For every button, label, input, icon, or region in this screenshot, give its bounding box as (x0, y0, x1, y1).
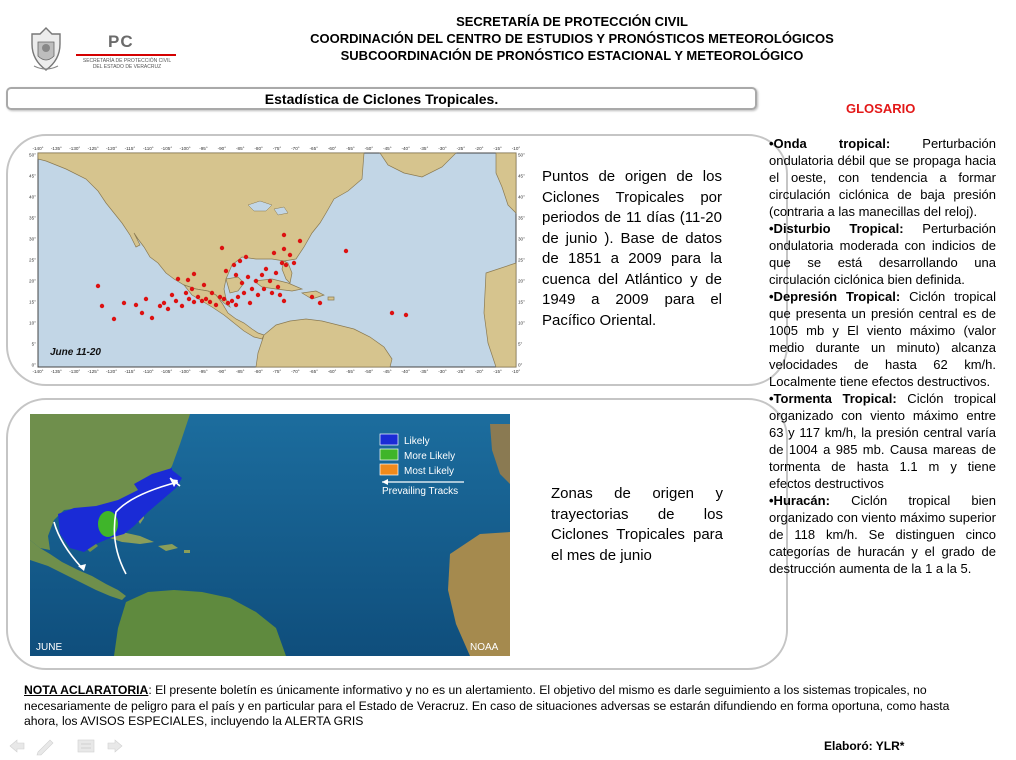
glossary-term: •Depresión Tropical: (769, 289, 901, 304)
glossary-entry (769, 288, 996, 390)
longitude-tick-label: -95° (199, 369, 208, 374)
longitude-tick-label: -55° (346, 146, 355, 151)
longitude-tick-label: -10° (511, 369, 521, 374)
glossary-term: •Disturbio Tropical: (769, 221, 904, 236)
latitude-tick-label: 40° (518, 194, 525, 200)
latitude-tick-label: 15° (29, 299, 36, 305)
latitude-tick-label: 45° (29, 173, 36, 179)
longitude-tick-label: -15° (493, 369, 502, 374)
header-org-line-3: SUBCOORDINACIÓN DE PRONÓSTICO ESTACIONAL Y METEOROLÓGICO (340, 48, 804, 63)
glossary-definition: Ciclón tropical bien organizado con viento máximo superior de 118 km/h. Se distinguen cinco categorías de huracán y el grado de destrucción aumenta de la 1 a la 5. (769, 493, 996, 576)
glossary-entry (769, 135, 996, 220)
latitude-tick-label: 45° (518, 173, 525, 179)
longitude-tick-label: -140° (32, 146, 44, 151)
glossary-entry (769, 390, 996, 492)
longitude-tick-label: -70° (291, 369, 300, 374)
longitude-tick-label: -20° (474, 146, 484, 151)
latitude-tick-label: 20° (29, 278, 36, 284)
longitude-tick-label: -65° (309, 146, 319, 151)
pc-logo-text: PC (108, 32, 134, 51)
longitude-tick-label: -80° (254, 146, 263, 151)
glossary-definition: Perturbación ondulatoria moderada con indicios de que se está desarrollando una circulación ciclónica bien definida. (769, 221, 996, 287)
longitude-tick-label: -85° (235, 146, 245, 151)
latitude-tick-label: 10° (518, 320, 525, 326)
disclaimer-label: NOTA ACLARATORIA (24, 683, 149, 697)
glossary-definition: Perturbación ondulatoria débil que se propaga hacia el oeste, con tendencia a formar circulación ciclónica de baja presión (contraria a las manecillas del reloj). (769, 136, 996, 219)
glossary-entry (769, 492, 996, 577)
longitude-tick-label: -110° (142, 369, 154, 374)
state-seal-logo (26, 26, 66, 72)
menu-icon[interactable] (78, 740, 94, 752)
longitude-tick-label: -70° (291, 146, 300, 151)
glossary-term: •Onda tropical: (769, 136, 891, 151)
longitude-tick-label: -10° (511, 146, 521, 151)
pc-logo (72, 30, 182, 72)
latitude-tick-label: 50° (29, 152, 36, 158)
slide-controls (6, 737, 126, 755)
glossary-term: •Huracán: (769, 493, 830, 508)
longitude-tick-label: -40° (401, 369, 410, 374)
longitude-tick-label: -125° (87, 369, 99, 374)
longitude-tick-label: -105° (161, 369, 173, 374)
legend-more-likely: More Likely (404, 451, 456, 462)
latitude-tick-label: 20° (518, 278, 525, 284)
longitude-tick-label: -115° (124, 146, 136, 151)
longitude-tick-label: -65° (309, 369, 319, 374)
longitude-tick-label: -95° (199, 146, 208, 151)
latitude-tick-label: 30° (518, 236, 525, 242)
longitude-tick-label: -125° (87, 146, 99, 151)
map1-period-label: June 11-20 (50, 347, 101, 358)
pc-logo-subtext-1: SECRETARÍA DE PROTECCIÓN CIVIL (82, 58, 172, 64)
longitude-tick-label: -50° (364, 146, 374, 151)
longitude-tick-label: -90° (217, 369, 227, 374)
glossary-definition: Ciclón tropical organizado con viento máximo entre 63 y 117 km/h, la presión central varía de 1004 a 985 mb. Causa mareas de tormenta de hasta 1.1 m y tiene efectos destructivos (769, 391, 996, 491)
header-org-line-2: COORDINACIÓN DEL CENTRO DE ESTUDIOS Y PRONÓSTICOS METEOROLÓGICOS (310, 31, 834, 46)
longitude-tick-label: -140° (32, 369, 44, 374)
latitude-tick-label: 35° (29, 215, 36, 221)
latitude-tick-label: 50° (518, 152, 525, 158)
longitude-tick-label: -25° (456, 369, 466, 374)
latitude-tick-label: 10° (29, 320, 36, 326)
longitude-tick-label: -30° (438, 369, 447, 374)
longitude-tick-label: -35° (419, 369, 429, 374)
longitude-tick-label: -110° (142, 146, 154, 151)
longitude-tick-label: -135° (50, 146, 62, 151)
pen-icon[interactable] (37, 740, 53, 755)
pc-logo-subtext-2: DEL ESTADO DE VERACRUZ (92, 64, 162, 70)
longitude-tick-label: -120° (106, 146, 118, 151)
longitude-tick-label: -60° (327, 369, 337, 374)
longitude-tick-label: -35° (419, 146, 429, 151)
map2-credit: NOAA (470, 642, 499, 653)
map1-description: Puntos de origen de los Ciclones Tropicales por periodos de 11 días (11-20 de junio ). Base de datos de 1851 a 2009 para la cuenca del Atlántico y de 1949 a 2009 para el Pacífico Oriental. (542, 168, 722, 329)
latitude-tick-label: 40° (29, 194, 36, 200)
formation-zones-map (30, 414, 510, 656)
legend-most-likely: Most Likely (404, 466, 455, 477)
latitude-tick-label: 0° (518, 362, 523, 368)
longitude-tick-label: -75° (272, 369, 282, 374)
longitude-tick-label: -115° (124, 369, 136, 374)
latitude-tick-label: 25° (29, 257, 36, 263)
longitude-tick-label: -90° (217, 146, 227, 151)
glossary (769, 135, 996, 577)
longitude-tick-label: -45° (383, 146, 392, 151)
previous-slide-icon[interactable] (10, 740, 24, 752)
latitude-tick-label: 30° (29, 236, 36, 242)
longitude-tick-label: -120° (106, 369, 118, 374)
header-org-line-1: SECRETARÍA DE PROTECCIÓN CIVIL (456, 14, 688, 29)
longitude-tick-label: -60° (327, 146, 337, 151)
glossary-definition: Ciclón tropical que presenta un presión central es de 1005 mb y El viento máximo (valor medio durante un minuto) alcanza velocidades de hasta 62 km/h. Localmente tiene efectos destructivos. (769, 289, 996, 389)
longitude-tick-label: -100° (179, 146, 191, 151)
map2-month-label: JUNE (36, 642, 63, 653)
glossary-entry (769, 220, 996, 288)
longitude-tick-label: -55° (346, 369, 355, 374)
longitude-tick-label: -105° (161, 146, 173, 151)
latitude-tick-label: 5° (518, 341, 523, 347)
legend-likely: Likely (404, 436, 430, 447)
longitude-tick-label: -100° (179, 369, 191, 374)
latitude-tick-label: 25° (518, 257, 525, 263)
longitude-tick-label: -130° (69, 146, 81, 151)
longitude-tick-label: -85° (235, 369, 245, 374)
longitude-tick-label: -30° (438, 146, 447, 151)
longitude-tick-label: -15° (493, 146, 502, 151)
latitude-tick-label: 15° (518, 299, 525, 305)
disclaimer-note (24, 683, 984, 730)
longitude-tick-label: -40° (401, 146, 410, 151)
disclaimer-text: : El presente boletín es únicamente informativo y no es un alertamiento. El objetivo del mismo es darle seguimiento a los sistemas tropicales, no necesariamente de peligro para el país y en particular para el Estado de Veracruz. En caso de situaciones adversas se estarán difundiendo en forma oportuna, como hasta ahora, los AVISOS ESPECIALES, incluyendo la ALERTA GRIS (24, 683, 950, 728)
origin-points-map (26, 143, 524, 375)
glossary-title: GLOSARIO (846, 101, 916, 116)
longitude-tick-label: -20° (474, 369, 484, 374)
longitude-tick-label: -80° (254, 369, 263, 374)
longitude-tick-label: -135° (50, 369, 62, 374)
longitude-tick-label: -50° (364, 369, 374, 374)
glossary-term: •Tormenta Tropical: (769, 391, 897, 406)
longitude-tick-label: -75° (272, 146, 282, 151)
latitude-tick-label: 5° (31, 341, 36, 347)
longitude-tick-label: -45° (383, 369, 392, 374)
legend-tracks: Prevailing Tracks (382, 486, 459, 497)
latitude-tick-label: 35° (518, 215, 525, 221)
longitude-tick-label: -25° (456, 146, 466, 151)
next-slide-icon[interactable] (108, 740, 122, 752)
map2-description: Zonas de origen y trayectorias de los Ciclones Tropicales para el mes de junio (551, 485, 723, 564)
longitude-tick-label: -130° (69, 369, 81, 374)
latitude-tick-label: 0° (31, 362, 36, 368)
page-title: Estadística de Ciclones Tropicales. (6, 87, 757, 110)
author-credit: Elaboró: YLR* (824, 739, 905, 753)
